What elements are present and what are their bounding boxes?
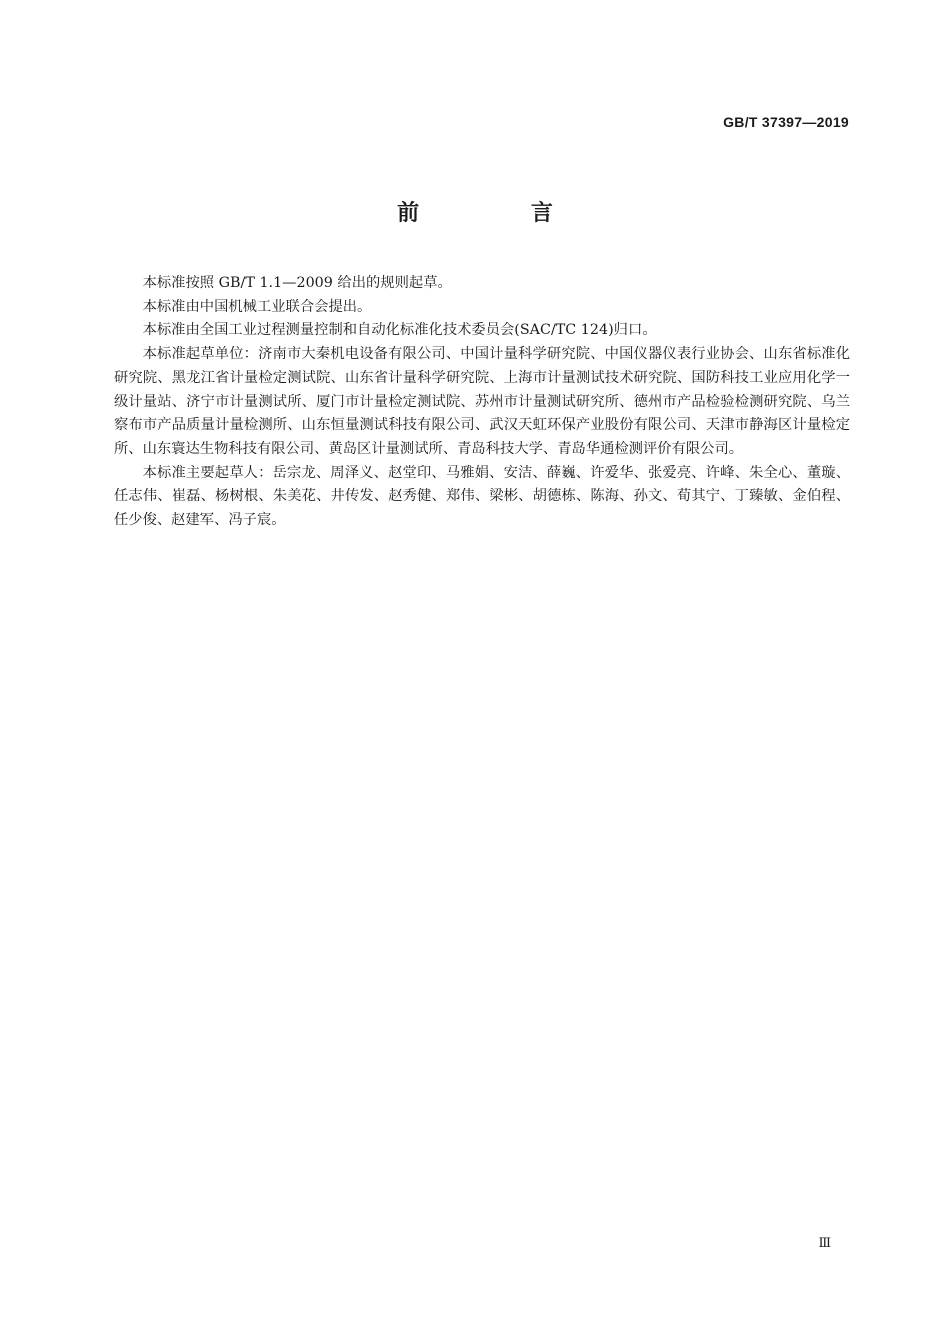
page-number: Ⅲ [818, 1236, 830, 1251]
foreword-body [114, 272, 850, 533]
paragraph-drafting-rules: 本标准按照 GB/T 1.1—2009 给出的规则起草。 [142, 275, 452, 291]
paragraph-drafting-units: 本标准起草单位：济南市大秦机电设备有限公司、中国计量科学研究院、中国仪器仪表行业协会、山东省标准化研究院、黑龙江省计量检定测试院、山东省计量科学研究院、上海市计量测试技术研究院、国防科技工业应用化学一级计量站、济宁市计量测试所、厦门市计量检定测试院、苏州市计量测试研究所、德州市产品检验检测研究院、乌兰察布市产品质量计量检测所、山东恒量测试科技有限公司、武汉天虹环保产业股份有限公司、天津市静海区计量检定所、山东寰达生物科技有限公司、黄岛区计量测试所、青岛科技大学、青岛华通检测评价有限公司。 [114, 346, 850, 457]
paragraph-main-drafters: 本标准主要起草人：岳宗龙、周泽义、赵堂印、马雅娟、安洁、薛巍、许爱华、张爱亮、许峰、朱全心、董璇、任志伟、崔磊、杨树根、朱美花、井传发、赵秀健、郑伟、梁彬、胡德栋、陈海、孙文、荀其宁、丁臻敏、金伯程、任少俊、赵建军、冯子宸。 [114, 464, 850, 529]
paragraph-committee: 本标准由全国工业过程测量控制和自动化标准化技术委员会(SAC/TC 124)归口。 [142, 322, 657, 339]
page-title: 前 言 [397, 201, 605, 226]
paragraph-proposer: 本标准由中国机械工业联合会提出。 [142, 298, 372, 315]
standard-code: GB/T 37397—2019 [723, 114, 849, 130]
